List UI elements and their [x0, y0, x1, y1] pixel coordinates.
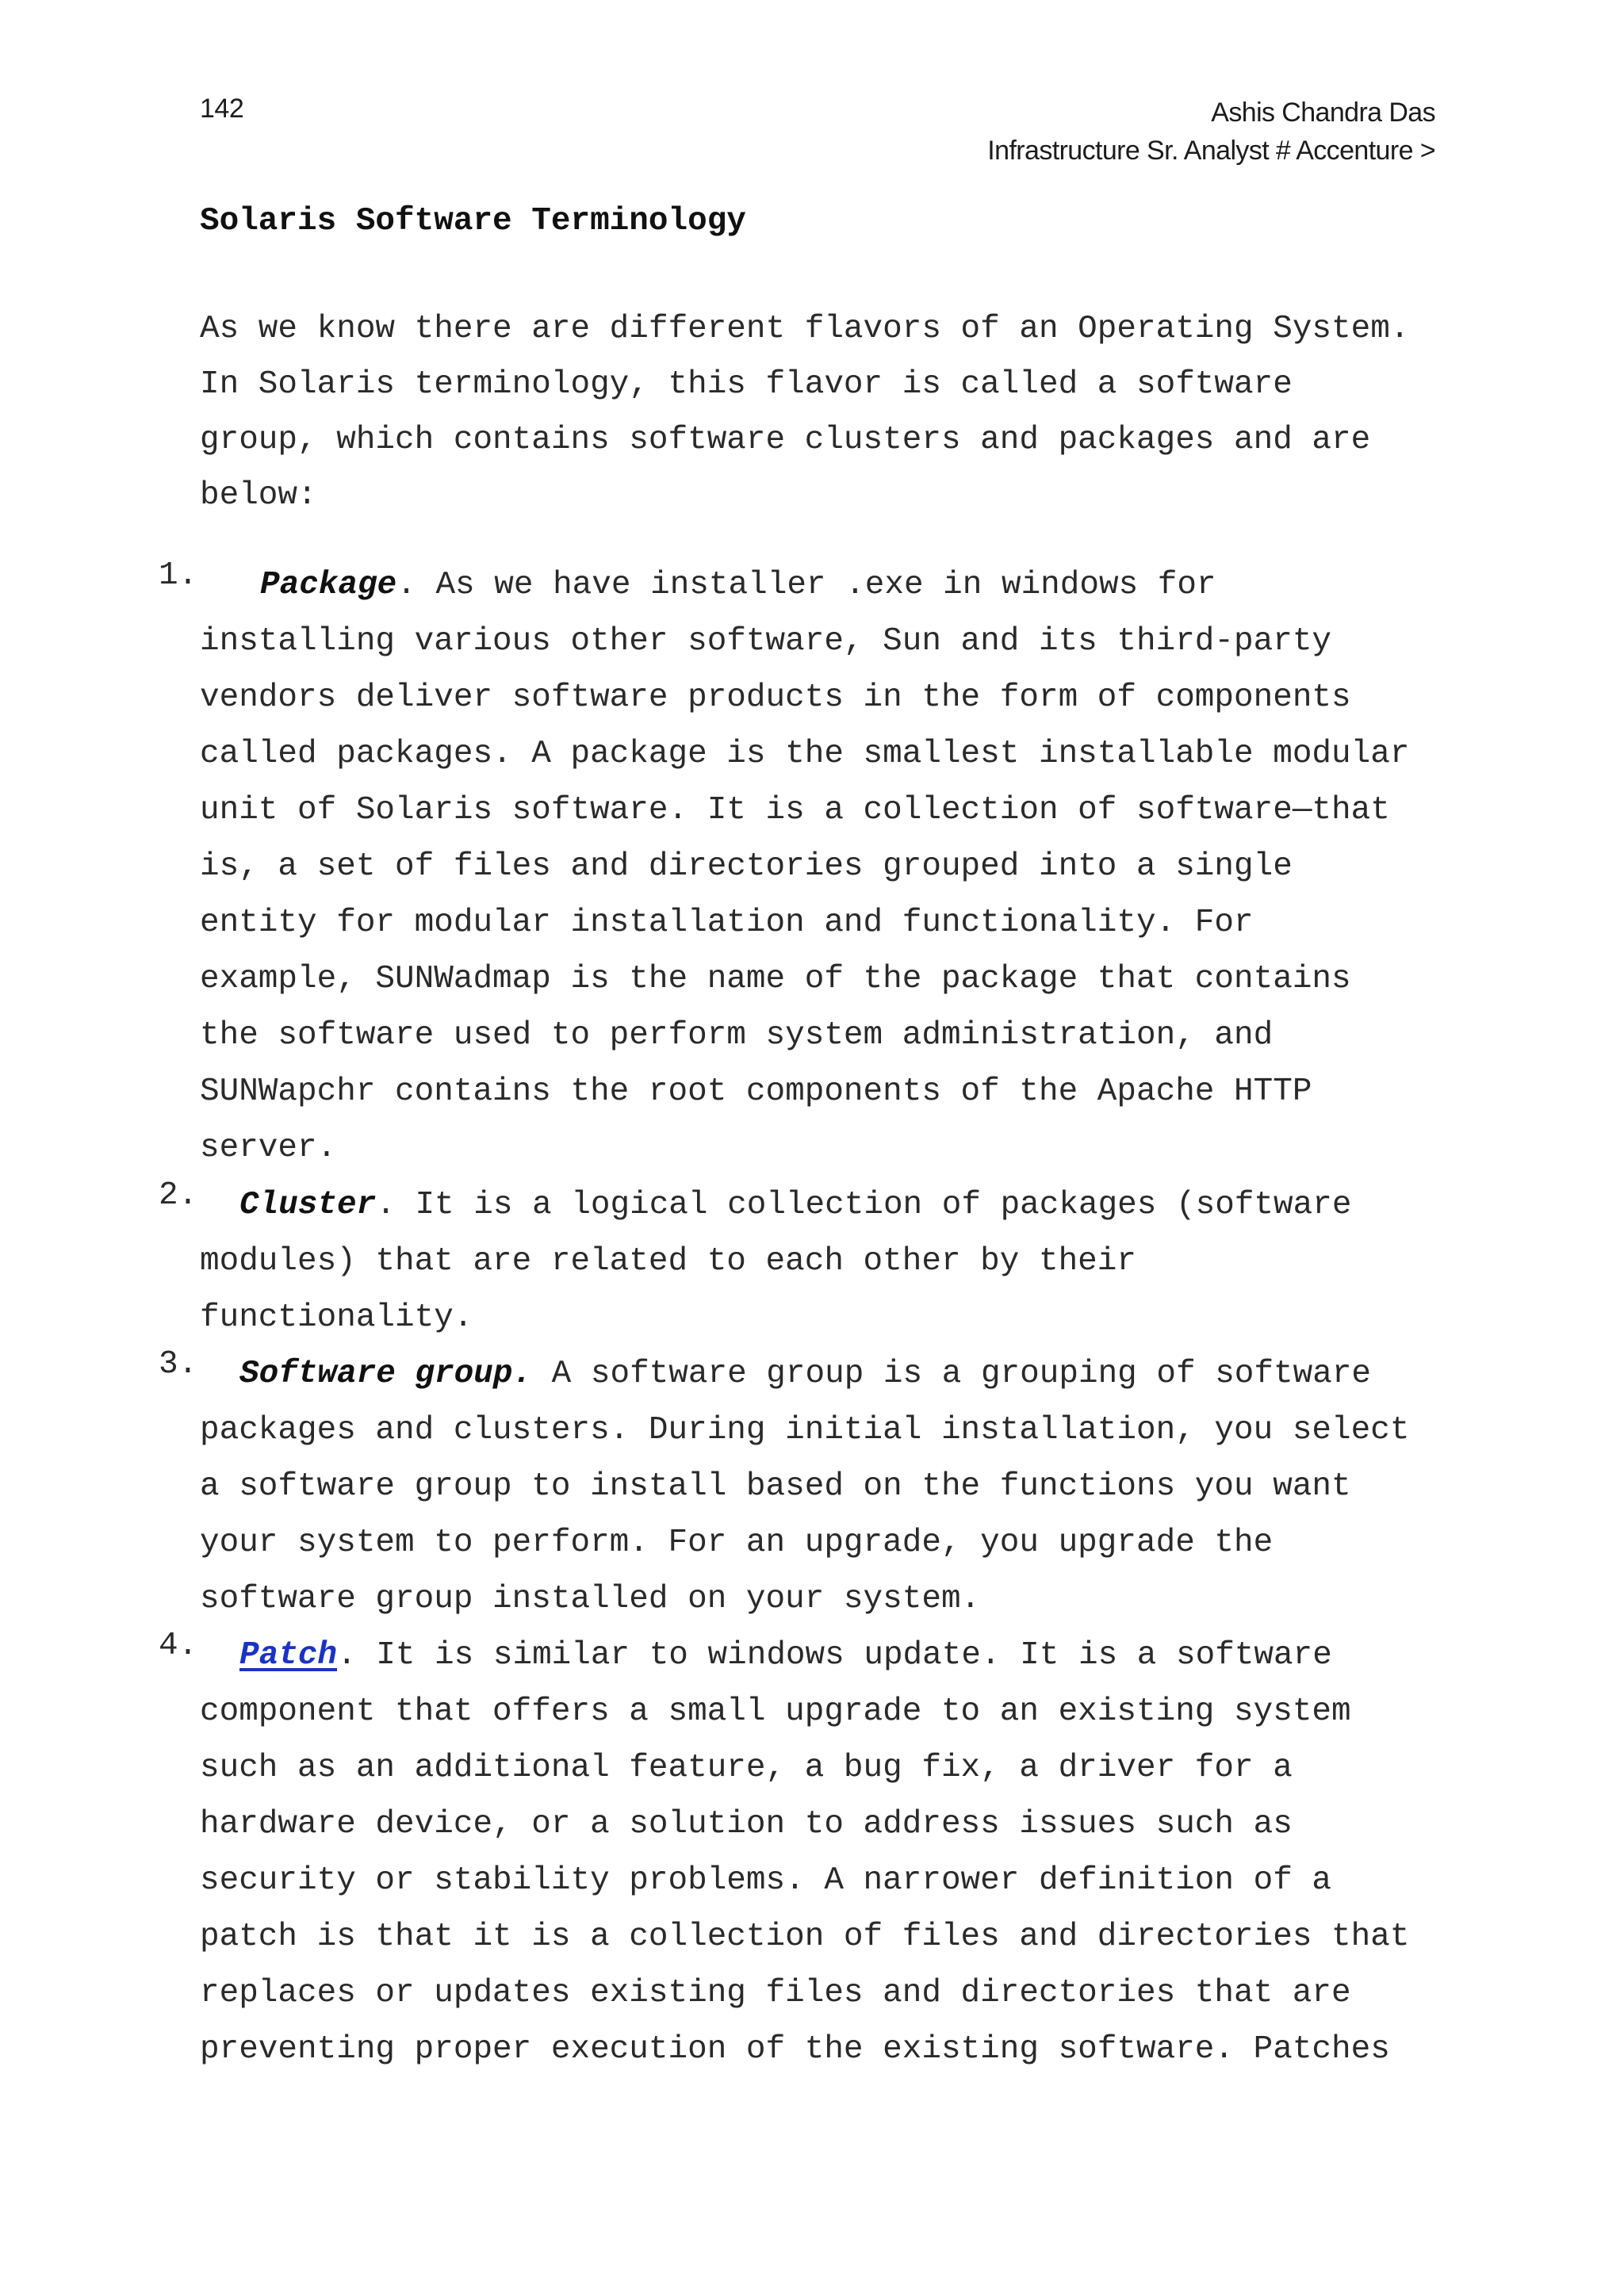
body-line: unit of Solaris software. It is a collection of software—that	[200, 792, 1390, 828]
term-description: . It is a logical collection of packages (software	[376, 1187, 1352, 1223]
body-line: server.	[200, 1130, 337, 1166]
list-item-package	[0, 557, 1624, 1177]
body-line: entity for modular installation and functionality. For	[200, 905, 1254, 941]
list-item-body	[200, 1177, 1624, 1346]
intro-line: below:	[200, 477, 317, 514]
intro-line: As we know there are different flavors of an Operating System.	[200, 311, 1410, 347]
body-line: your system to perform. For an upgrade, you upgrade the	[200, 1525, 1274, 1561]
header-author: Ashis Chandra Das	[1211, 98, 1435, 128]
patch-link[interactable]: Patch	[239, 1637, 338, 1674]
body-line: functionality.	[200, 1299, 473, 1336]
body-line: software group installed on your system.	[200, 1581, 981, 1617]
body-line: hardware device, or a solution to address issues such as	[200, 1806, 1293, 1843]
list-item-patch	[0, 1628, 1624, 2078]
body-line: vendors deliver software products in the form of components	[200, 679, 1351, 716]
intro-line: In Solaris terminology, this flavor is called a software	[200, 366, 1293, 403]
body-line: SUNWapchr contains the root components of the Apache HTTP	[200, 1073, 1312, 1110]
body-line: a software group to install based on the functions you want	[200, 1468, 1351, 1505]
list-item-software-group	[0, 1346, 1624, 1628]
term-software-group: Software group.	[239, 1356, 533, 1392]
list-item-body	[200, 1346, 1624, 1628]
list-number: 3.	[159, 1346, 198, 1383]
list-item-cluster	[0, 1177, 1624, 1346]
list-number: 2.	[159, 1177, 198, 1214]
term-description: . It is similar to windows update. It is a software	[337, 1637, 1332, 1674]
term-package: Package	[260, 567, 397, 603]
body-line: preventing proper execution of the existing software. Patches	[200, 2031, 1390, 2068]
section-title: Solaris Software Terminology	[200, 203, 746, 239]
body-line: packages and clusters. During initial installation, you select	[200, 1412, 1410, 1448]
term-description: A software group is a grouping of software	[532, 1356, 1372, 1392]
list-item-first-line	[200, 1346, 1624, 1402]
body-line: replaces or updates existing files and directories that are	[200, 1975, 1351, 2011]
body-line: example, SUNWadmap is the name of the package that contains	[200, 961, 1351, 997]
body-line: called packages. A package is the smallest installable modular	[200, 736, 1410, 772]
body-line: component that offers a small upgrade to an existing system	[200, 1693, 1351, 1730]
body-line: patch is that it is a collection of files and directories that	[200, 1919, 1410, 1955]
list-item-first-line	[200, 1628, 1624, 1684]
list-item-first-line	[200, 557, 1624, 614]
intro-line: group, which contains software clusters and packages and are	[200, 422, 1371, 458]
body-line: installing various other software, Sun and its third-party	[200, 623, 1332, 660]
term-cluster: Cluster	[239, 1187, 377, 1223]
body-line: security or stability problems. A narrower definition of a	[200, 1862, 1332, 1899]
page-number: 142	[200, 94, 244, 124]
header-role: Infrastructure Sr. Analyst # Accenture >	[987, 136, 1435, 166]
body-line: modules) that are related to each other by their	[200, 1243, 1136, 1280]
list-number: 1.	[159, 557, 198, 594]
term-description: . As we have installer .exe in windows for	[396, 567, 1216, 603]
list-item-first-line	[200, 1177, 1624, 1234]
body-line: such as an additional feature, a bug fix, a driver for a	[200, 1750, 1293, 1786]
list-item-body	[200, 557, 1624, 1177]
body-line: the software used to perform system administration, and	[200, 1017, 1274, 1054]
intro-paragraph	[200, 301, 1469, 523]
list-number: 4.	[159, 1628, 198, 1664]
terminology-list	[0, 557, 1624, 2078]
running-header	[987, 94, 1435, 170]
body-line: is, a set of files and directories grouped into a single	[200, 848, 1293, 885]
list-item-body	[200, 1628, 1624, 2078]
